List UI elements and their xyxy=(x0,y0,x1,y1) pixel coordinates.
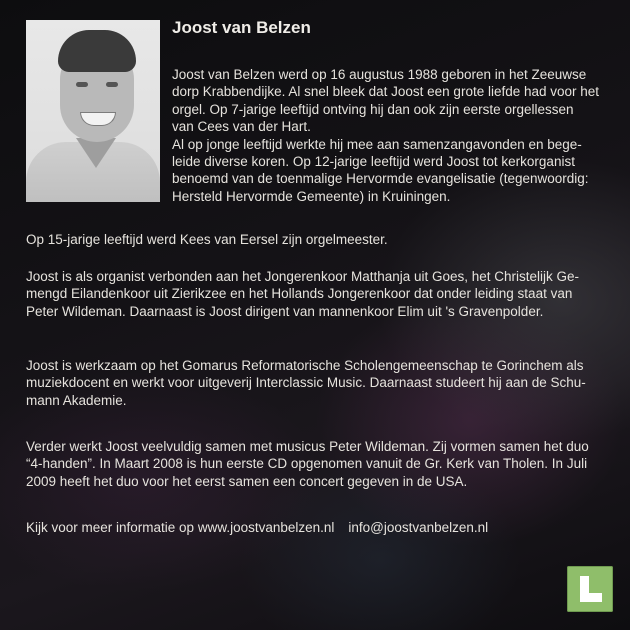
intro-paragraph xyxy=(172,66,608,205)
duo-paragraph xyxy=(26,438,608,490)
intro-line: van Cees van der Hart. xyxy=(172,119,311,135)
organ-teacher-line: Op 15-jarige leeftijd werd Kees van Eersel zijn orgelmeester. xyxy=(26,232,388,247)
organist-line: Peter Wildeman. Daarnaast is Joost dirigent van mannenkoor Elim uit 's Gravenpolder. xyxy=(26,303,544,319)
portrait-eye-right xyxy=(106,82,118,87)
green-l-logo-icon xyxy=(567,566,613,612)
intro-line: Joost van Belzen werd op 16 augustus 1988 geboren in het Zeeuwse xyxy=(172,67,587,82)
duo-line: Verder werkt Joost veelvuldig samen met musicus Peter Wildeman. Zij vormen samen het duo xyxy=(26,439,589,454)
duo-line: 2009 heeft het duo voor het eerst samen een concert gegeven in de USA. xyxy=(26,473,468,489)
portrait-hair xyxy=(58,30,136,72)
intro-line: Hersteld Hervormde Gemeente) in Kruiningen. xyxy=(172,188,451,204)
logo-l-foot xyxy=(580,593,602,602)
work-line: muziekdocent en werkt voor uitgeverij Interclassic Music. Daarnaast studeert hij aan de Schu- xyxy=(26,375,586,391)
work-line: mann Akademie. xyxy=(26,392,127,408)
work-paragraph xyxy=(26,357,608,409)
email-text: info@joostvanbelzen.nl xyxy=(348,520,489,535)
intro-line: Al op jonge leeftijd werkte hij mee aan samenzangavonden en bege- xyxy=(172,136,582,152)
intro-line: orgel. Op 7-jarige leeftijd ontving hij dan ook zijn eerste orgellessen xyxy=(172,101,574,117)
work-line: Joost is werkzaam op het Gomarus Reformatorische Scholengemeenschap te Gorinchem als xyxy=(26,358,584,373)
organist-paragraph xyxy=(26,268,608,320)
website-text: Kijk voor meer informatie op www.joostvanbelzen.nl xyxy=(26,520,335,535)
intro-line: dorp Krabbendijke. Al snel bleek dat Joost een grote liefde had voor het xyxy=(172,84,600,100)
contact-line xyxy=(26,519,608,536)
organ-teacher-paragraph xyxy=(26,231,608,248)
page-title: Joost van Belzen xyxy=(172,18,311,37)
organist-line: mengd Eilandenkoor uit Zierikzee en het Hollands Jongerenkoor dat onder leiding staat van xyxy=(26,286,573,302)
portrait-photo xyxy=(26,20,160,202)
portrait-eye-left xyxy=(76,82,88,87)
intro-line: benoemd van de toenmalige Hervormde evangelisatie (tegenwoordig: xyxy=(172,171,589,187)
organist-line: Joost is als organist verbonden aan het Jongerenkoor Matthanja uit Goes, het Christelijk Ge- xyxy=(26,269,580,284)
intro-line: leide diverse koren. Op 12-jarige leeftijd werd Joost tot kerkorganist xyxy=(172,154,575,170)
duo-line: “4-handen”. In Maart 2008 is hun eerste CD opgenomen vanuit de Gr. Kerk van Tholen. In Juli xyxy=(26,456,588,472)
